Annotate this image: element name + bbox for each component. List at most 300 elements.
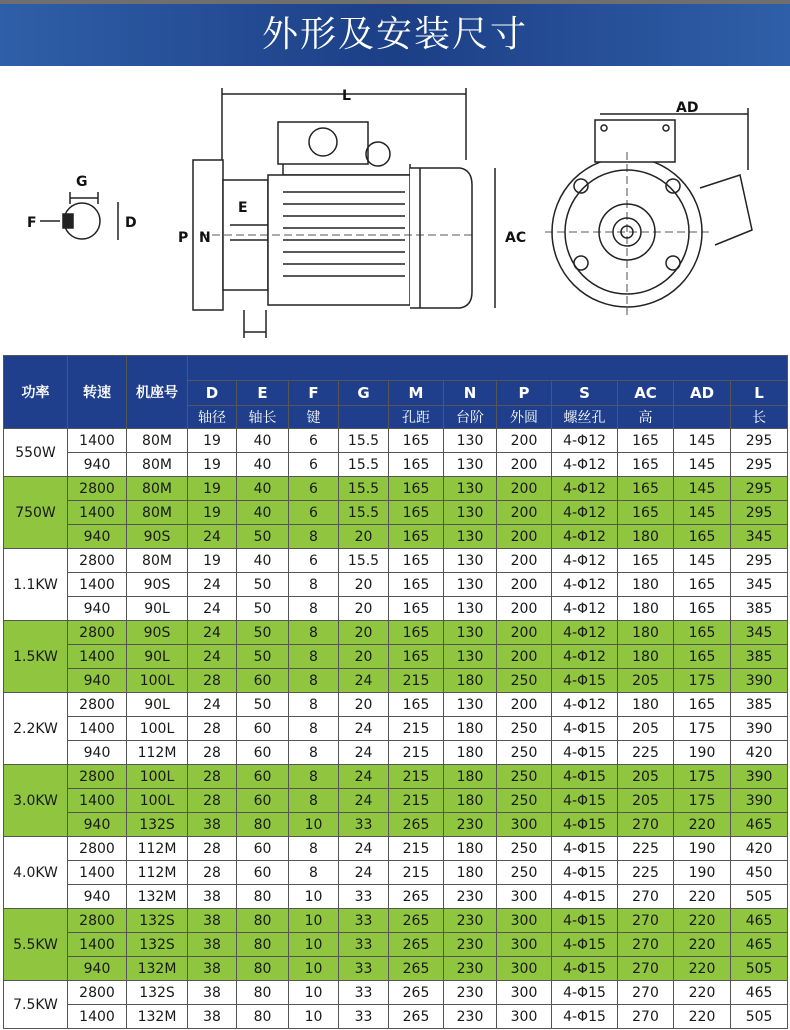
table-cell: 80 [237,981,289,1005]
table-row [4,549,788,573]
table-cell: 165 [674,645,731,669]
table-cell: 2800 [68,621,127,645]
table-cell: 1400 [68,717,127,741]
table-cell: 220 [674,813,731,837]
page-title: 外形及安装尺寸 [0,4,790,66]
table-cell: 130 [444,501,497,525]
table-cell: 1400 [68,645,127,669]
table-cell: 165 [674,597,731,621]
dimension-table [3,355,788,1029]
table-cell: 4-Φ15 [552,765,618,789]
header-power: 功率 [4,356,68,429]
label-ad: AD [676,100,699,116]
table-cell: 50 [237,645,289,669]
table-cell: 24 [339,861,389,885]
header-code-d: D [188,381,237,406]
table-cell: 80 [237,1005,289,1029]
table-cell: 38 [188,813,237,837]
table-cell: 4-Φ15 [552,813,618,837]
table-cell: 130 [444,573,497,597]
table-cell: 24 [188,597,237,621]
table-cell: 4-Φ15 [552,933,618,957]
table-cell: 6 [289,549,339,573]
table-cell: 165 [618,549,674,573]
table-cell: 940 [68,453,127,477]
table-cell: 60 [237,765,289,789]
table-cell: 200 [497,693,552,717]
table-cell: 4-Φ15 [552,861,618,885]
table-cell: 230 [444,885,497,909]
table-cell: 2800 [68,909,127,933]
table-cell: 230 [444,813,497,837]
table-row [4,717,788,741]
table-cell: 385 [731,645,788,669]
table-cell: 165 [389,597,444,621]
table-row [4,573,788,597]
table-cell: 80M [127,501,188,525]
table-cell: 24 [339,837,389,861]
table-cell: 112M [127,861,188,885]
table-cell: 225 [618,861,674,885]
table-cell: 345 [731,621,788,645]
table-cell: 8 [289,837,339,861]
table-cell: 24 [188,573,237,597]
table-cell: 33 [339,957,389,981]
table-cell: 80M [127,429,188,453]
table-cell: 10 [289,957,339,981]
table-cell: 940 [68,885,127,909]
table-row [4,837,788,861]
table-cell: 220 [674,909,731,933]
table-cell: 40 [237,477,289,501]
table-row [4,813,788,837]
table-cell: 505 [731,885,788,909]
table-cell: 215 [389,789,444,813]
header-code-m: M [389,381,444,406]
power-cell: 7.5KW [4,981,68,1029]
table-cell: 4-Φ12 [552,621,618,645]
power-cell: 3.0KW [4,765,68,837]
table-cell: 300 [497,1005,552,1029]
table-cell: 80 [237,909,289,933]
table-cell: 180 [618,573,674,597]
table-cell: 6 [289,477,339,501]
power-cell: 1.1KW [4,549,68,621]
table-cell: 940 [68,597,127,621]
table-cell: 175 [674,717,731,741]
table-cell: 265 [389,981,444,1005]
label-g: G [76,174,88,190]
table-cell: 80 [237,813,289,837]
header-code-ad: AD [674,381,731,406]
table-cell: 24 [188,693,237,717]
table-cell: 4-Φ15 [552,909,618,933]
table-cell: 6 [289,453,339,477]
table-cell: 28 [188,837,237,861]
table-cell: 28 [188,669,237,693]
table-cell: 165 [618,453,674,477]
table-cell: 230 [444,957,497,981]
table-cell: 6 [289,429,339,453]
table-cell: 180 [618,645,674,669]
table-cell: 145 [674,453,731,477]
table-cell: 300 [497,933,552,957]
table-cell: 270 [618,813,674,837]
table-cell: 4-Φ12 [552,453,618,477]
table-cell: 200 [497,525,552,549]
table-cell: 220 [674,885,731,909]
table-cell: 80 [237,885,289,909]
table-cell: 295 [731,429,788,453]
table-cell: 175 [674,789,731,813]
table-cell: 940 [68,813,127,837]
header-code-l: L [731,381,788,406]
table-cell: 165 [618,501,674,525]
table-cell: 28 [188,789,237,813]
table-cell: 4-Φ12 [552,477,618,501]
table-cell: 50 [237,597,289,621]
table-cell: 265 [389,1005,444,1029]
table-cell: 1400 [68,861,127,885]
header-sub-ad [674,406,731,429]
power-cell: 550W [4,429,68,477]
table-cell: 1400 [68,933,127,957]
table-cell: 250 [497,765,552,789]
table-cell: 24 [339,741,389,765]
table-cell: 215 [389,717,444,741]
table-cell: 4-Φ15 [552,1005,618,1029]
table-cell: 130 [444,621,497,645]
table-cell: 130 [444,429,497,453]
table-cell: 4-Φ12 [552,549,618,573]
table-cell: 145 [674,477,731,501]
table-cell: 165 [389,573,444,597]
table-cell: 220 [674,957,731,981]
table-cell: 2800 [68,981,127,1005]
table-cell: 130 [444,477,497,501]
table-cell: 80 [237,933,289,957]
table-cell: 250 [497,669,552,693]
table-cell: 165 [389,453,444,477]
table-cell: 200 [497,645,552,669]
table-cell: 180 [444,741,497,765]
table-cell: 145 [674,549,731,573]
table-cell: 4-Φ15 [552,669,618,693]
table-cell: 300 [497,981,552,1005]
table-cell: 300 [497,813,552,837]
table-cell: 4-Φ12 [552,693,618,717]
table-cell: 180 [618,597,674,621]
table-cell: 80M [127,549,188,573]
table-cell: 112M [127,837,188,861]
table-cell: 33 [339,885,389,909]
table-header [4,356,788,429]
table-cell: 28 [188,765,237,789]
table-cell: 215 [389,765,444,789]
table-cell: 50 [237,693,289,717]
table-cell: 15.5 [339,501,389,525]
table-cell: 145 [674,501,731,525]
table-cell: 300 [497,909,552,933]
table-cell: 28 [188,741,237,765]
table-cell: 8 [289,669,339,693]
header-speed: 转速 [68,356,127,429]
motor-end-view [545,108,752,315]
table-cell: 100L [127,717,188,741]
table-cell: 2800 [68,477,127,501]
table-cell: 8 [289,597,339,621]
table-cell: 38 [188,933,237,957]
table-cell: 200 [497,477,552,501]
table-cell: 270 [618,1005,674,1029]
table-cell: 225 [618,837,674,861]
power-cell: 5.5KW [4,909,68,981]
header-code-g: G [339,381,389,406]
table-row [4,957,788,981]
table-cell: 24 [339,789,389,813]
table-cell: 8 [289,573,339,597]
table-cell: 28 [188,717,237,741]
table-cell: 205 [618,765,674,789]
label-n: N [199,230,211,246]
header-sub-g [339,406,389,429]
table-row [4,933,788,957]
table-cell: 940 [68,669,127,693]
power-cell: 4.0KW [4,837,68,909]
table-cell: 165 [389,477,444,501]
table-cell: 190 [674,741,731,765]
table-cell: 130 [444,525,497,549]
table-cell: 10 [289,909,339,933]
table-cell: 40 [237,549,289,573]
table-cell: 19 [188,453,237,477]
table-cell: 20 [339,573,389,597]
table-cell: 4-Φ15 [552,717,618,741]
table-cell: 165 [389,549,444,573]
table-cell: 4-Φ12 [552,525,618,549]
header-code-e: E [237,381,289,406]
table-cell: 165 [389,693,444,717]
table-cell: 230 [444,933,497,957]
table-cell: 270 [618,909,674,933]
table-cell: 165 [389,645,444,669]
label-l: L [342,88,351,104]
power-cell: 2.2KW [4,693,68,765]
table-cell: 265 [389,885,444,909]
table-cell: 112M [127,741,188,765]
table-cell: 132M [127,1005,188,1029]
table-cell: 40 [237,429,289,453]
table-cell: 270 [618,957,674,981]
table-cell: 200 [497,573,552,597]
table-cell: 90L [127,597,188,621]
table-cell: 165 [618,429,674,453]
table-cell: 295 [731,477,788,501]
table-cell: 265 [389,909,444,933]
table-cell: 180 [444,765,497,789]
table-cell: 1400 [68,789,127,813]
table-row [4,597,788,621]
table-row [4,741,788,765]
table-cell: 4-Φ12 [552,597,618,621]
table-cell: 940 [68,741,127,765]
table-cell: 220 [674,1005,731,1029]
table-cell: 200 [497,549,552,573]
table-cell: 165 [674,621,731,645]
table-row [4,477,788,501]
table-row [4,453,788,477]
table-cell: 190 [674,837,731,861]
table-cell: 132S [127,909,188,933]
header-blank-band [188,356,788,381]
table-cell: 165 [389,525,444,549]
table-cell: 6 [289,501,339,525]
header-sub-f: 键 [289,406,339,429]
table-cell: 230 [444,909,497,933]
table-cell: 225 [618,741,674,765]
table-cell: 60 [237,861,289,885]
table-cell: 4-Φ12 [552,501,618,525]
table-cell: 205 [618,669,674,693]
table-cell: 215 [389,861,444,885]
table-cell: 130 [444,453,497,477]
table-cell: 390 [731,669,788,693]
table-cell: 165 [674,525,731,549]
table-cell: 19 [188,501,237,525]
table-cell: 505 [731,1005,788,1029]
table-cell: 33 [339,933,389,957]
table-cell: 1400 [68,573,127,597]
header-sub-ac: 高 [618,406,674,429]
table-cell: 505 [731,957,788,981]
table-cell: 205 [618,789,674,813]
table-cell: 295 [731,453,788,477]
table-cell: 265 [389,813,444,837]
power-cell: 1.5KW [4,621,68,693]
header-sub-s: 螺丝孔 [552,406,618,429]
table-cell: 4-Φ12 [552,645,618,669]
table-row [4,621,788,645]
table-cell: 2800 [68,837,127,861]
table-cell: 940 [68,525,127,549]
table-cell: 220 [674,933,731,957]
table-cell: 390 [731,717,788,741]
table-cell: 19 [188,477,237,501]
table-cell: 8 [289,741,339,765]
table-cell: 270 [618,981,674,1005]
table-cell: 250 [497,741,552,765]
table-cell: 20 [339,693,389,717]
table-cell: 250 [497,861,552,885]
header-code-ac: AC [618,381,674,406]
table-cell: 50 [237,573,289,597]
table-cell: 200 [497,621,552,645]
table-cell: 345 [731,525,788,549]
table-cell: 8 [289,621,339,645]
table-cell: 50 [237,621,289,645]
table-cell: 295 [731,501,788,525]
table-cell: 15.5 [339,549,389,573]
table-cell: 40 [237,453,289,477]
label-d: D [125,215,137,231]
table-cell: 385 [731,693,788,717]
table-cell: 20 [339,525,389,549]
table-cell: 4-Φ15 [552,981,618,1005]
table-row [4,789,788,813]
table-cell: 295 [731,549,788,573]
table-cell: 2800 [68,765,127,789]
table-cell: 250 [497,789,552,813]
table-cell: 100L [127,765,188,789]
table-cell: 390 [731,789,788,813]
table-cell: 200 [497,453,552,477]
table-row [4,1005,788,1029]
table-cell: 40 [237,501,289,525]
table-cell: 390 [731,765,788,789]
table-cell: 38 [188,957,237,981]
table-cell: 4-Φ15 [552,837,618,861]
label-p: P [178,230,189,246]
table-cell: 24 [339,717,389,741]
table-cell: 10 [289,885,339,909]
table-cell: 385 [731,597,788,621]
table-cell: 10 [289,1005,339,1029]
table-cell: 4-Φ12 [552,573,618,597]
table-cell: 270 [618,933,674,957]
table-cell: 132M [127,957,188,981]
header-sub-p: 外圆 [497,406,552,429]
table-cell: 33 [339,813,389,837]
shaft-section-drawing [40,192,118,240]
table-cell: 24 [188,525,237,549]
header-sub-e: 轴长 [237,406,289,429]
table-cell: 60 [237,837,289,861]
table-body [4,429,788,1029]
table-cell: 33 [339,909,389,933]
table-row [4,645,788,669]
table-cell: 465 [731,981,788,1005]
table-cell: 300 [497,957,552,981]
table-cell: 80M [127,453,188,477]
table-cell: 215 [389,669,444,693]
table-cell: 180 [444,861,497,885]
table-cell: 165 [389,429,444,453]
table-cell: 33 [339,1005,389,1029]
table-cell: 180 [618,621,674,645]
table-cell: 450 [731,861,788,885]
table-row [4,669,788,693]
table-cell: 180 [444,669,497,693]
table-cell: 15.5 [339,477,389,501]
table-cell: 24 [339,765,389,789]
table-row [4,765,788,789]
table-cell: 2800 [68,549,127,573]
table-cell: 15.5 [339,453,389,477]
table-cell: 265 [389,957,444,981]
table-cell: 20 [339,621,389,645]
table-cell: 420 [731,741,788,765]
table-cell: 10 [289,981,339,1005]
table-cell: 24 [188,621,237,645]
table-cell: 4-Φ12 [552,429,618,453]
table-cell: 90L [127,693,188,717]
table-cell: 130 [444,549,497,573]
table-cell: 230 [444,1005,497,1029]
table-cell: 130 [444,645,497,669]
table-cell: 300 [497,885,552,909]
table-cell: 38 [188,981,237,1005]
table-cell: 165 [674,573,731,597]
